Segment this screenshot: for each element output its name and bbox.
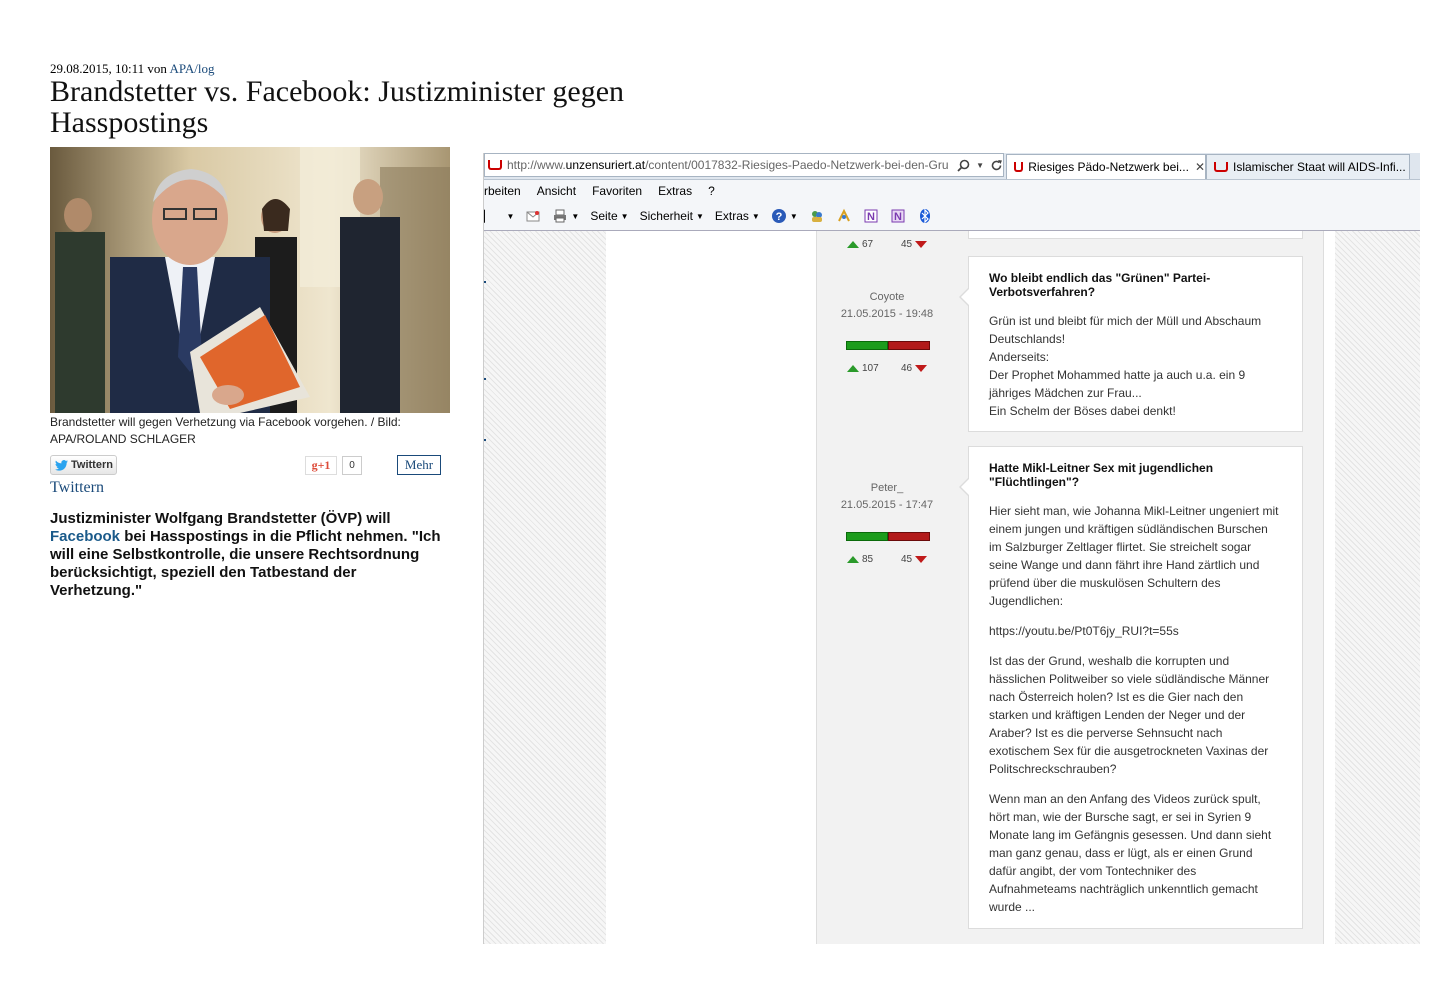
comment-1-downvotes[interactable] xyxy=(901,363,927,374)
tab-favicon-icon xyxy=(1214,162,1228,172)
tab-label: Riesiges Pädo-Netzwerk bei... xyxy=(1028,160,1189,174)
thumb-up-icon xyxy=(847,241,859,248)
research-icon[interactable] xyxy=(836,208,852,224)
thumb-down-icon xyxy=(915,241,927,248)
comment-paragraph: Hier sieht man, wie Johanna Mikl-Leitner ungeniert mit einem jungen und kräftigen südländischen Burschen im Salzburger Zeltlager flirtet. Sie streichelt sogar seine Wange und dann fährt ihre Hand zärtlich und prüfend über die muskulösen Schultern des Jugendlichen: xyxy=(989,504,1279,608)
comment-0-upvotes[interactable] xyxy=(847,239,873,250)
page-menu[interactable]: Seite ▼ xyxy=(590,209,629,223)
more-share-button[interactable]: Mehr xyxy=(397,455,441,475)
address-actions xyxy=(957,159,1003,172)
address-url xyxy=(507,158,953,172)
article-headline: Brandstetter vs. Facebook: Justizminister gegen Hasspostings xyxy=(50,75,625,139)
comment-1-rating-bar xyxy=(846,341,930,350)
comment-date: 21.05.2015 - 19:48 xyxy=(840,308,934,320)
tab-label: Islamischer Staat will AIDS-Infi... xyxy=(1233,160,1406,174)
browser-tab-bar xyxy=(484,153,1420,180)
tools-menu[interactable]: Extras ▼ xyxy=(714,209,760,223)
search-icon[interactable] xyxy=(957,159,970,172)
menu-item-favoriten[interactable]: Favoriten xyxy=(592,184,643,198)
menu-item-extras[interactable]: Extras xyxy=(658,184,693,198)
tab-favicon-icon xyxy=(1014,162,1023,172)
tools-menu-label: Extras xyxy=(714,209,749,223)
share-bar xyxy=(50,455,450,477)
author-link[interactable]: APA/log xyxy=(169,61,215,76)
rating-negative xyxy=(888,341,930,350)
comment-paragraph: Ist das der Grund, weshalb die korrupten und hässlichen Politweiber so viele südländische Männer nach Österreich holen? Ist es die Gier nach den starken und kräftigen Lenden der Neger und der Araber? Ist es die perverse Sehnsucht nach exotischem Sex für die ausgetrockneten Vaxinas der Politschreckschrauben? xyxy=(989,654,1270,776)
url-domain: unzensuriert.at xyxy=(565,158,646,172)
comment-2-userinfo xyxy=(837,480,937,514)
upvote-count: 67 xyxy=(862,239,874,250)
comment-username[interactable]: Coyote xyxy=(869,291,905,303)
thumb-down-icon xyxy=(915,556,927,563)
downvote-count: 45 xyxy=(901,239,913,250)
facebook-link[interactable]: Facebook xyxy=(50,528,121,545)
tab-riesiges[interactable] xyxy=(1006,154,1206,179)
twitter-share-button[interactable] xyxy=(50,455,117,475)
comment-body-line: Anderseits: xyxy=(989,350,1050,364)
rating-positive xyxy=(846,341,888,350)
page-viewport xyxy=(484,231,1420,944)
url-prefix: http://www. xyxy=(506,158,566,172)
refresh-icon[interactable] xyxy=(990,159,1003,172)
menu-item-ansicht[interactable]: Ansicht xyxy=(536,184,577,198)
tab-islamischer-staat[interactable] xyxy=(1206,154,1410,179)
page-background-right xyxy=(1335,231,1420,944)
article-lead xyxy=(50,510,445,600)
twitter-share-label: Twittern xyxy=(71,459,113,471)
onenote-icon[interactable] xyxy=(863,208,879,224)
address-bar[interactable] xyxy=(484,153,1004,177)
bluetooth-icon[interactable] xyxy=(917,208,933,224)
article-date: 29.08.2015, 10:11 xyxy=(50,61,145,76)
svg-text:?: ? xyxy=(775,211,783,223)
thumb-up-icon xyxy=(847,556,859,563)
comment-0-downvotes[interactable] xyxy=(901,239,927,250)
close-icon[interactable]: ✕ xyxy=(1194,160,1205,174)
upvote-count: 107 xyxy=(862,363,879,374)
svg-text:N: N xyxy=(866,211,875,223)
comment-body-line: Der Prophet Mohammed hatte ja auch u.a. ein 9 jähriges Mädchen zur Frau... xyxy=(989,368,1246,400)
onenote-linked-icon[interactable] xyxy=(890,208,906,224)
comment-2-rating-bar xyxy=(846,532,930,541)
comment-date: 21.05.2015 - 17:47 xyxy=(840,499,934,511)
thumb-down-icon xyxy=(915,365,927,372)
browser-screenshot xyxy=(483,153,1420,944)
comment-paragraph: Wenn man an den Anfang des Videos zurück spult, hört man, wie der Bursche sagt, er sei in Syrien 9 Monate lang im Gefängnis gesessen. Und dann sieht man ganz genau, dass er lügt, als er einen Grund dafür angibt, der vom Tontechniker des Aufnahmeteams nachträglich unkenntlich gemacht wurde ... xyxy=(989,792,1272,914)
security-menu[interactable]: Sicherheit ▼ xyxy=(639,209,704,223)
security-menu-label: Sicherheit xyxy=(639,209,693,223)
comment-title: Wo bleibt endlich das "Grünen" Partei-Verbotsverfahren? xyxy=(989,271,1211,299)
edge-marker xyxy=(484,281,486,283)
edge-marker xyxy=(484,439,486,441)
chevron-down-icon[interactable]: ▼ xyxy=(976,160,984,170)
photo-caption: Brandstetter will gegen Verhetzung via Facebook vorgehen. / Bild: APA/ROLAND SCHLAGER xyxy=(50,415,401,446)
twitter-bird-icon xyxy=(55,460,68,471)
menu-bar xyxy=(484,180,1420,202)
comment-2-downvotes[interactable] xyxy=(901,554,927,565)
comment-title: Hatte Mikl-Leitner Sex mit jugendlichen "Flüchtlingen"? xyxy=(989,461,1214,489)
twittern-link[interactable]: Twittern xyxy=(50,479,104,496)
page-background-left xyxy=(484,231,606,944)
print-icon[interactable]: ▼ xyxy=(552,208,579,224)
downvote-count: 45 xyxy=(901,554,913,565)
article-photo xyxy=(50,147,450,413)
comment-link[interactable]: https://youtu.be/Pt0T6jy_RUI?t=55s xyxy=(989,624,1179,638)
dropdown-arrow-icon[interactable]: ▏ xyxy=(484,210,493,223)
google-plus-button[interactable]: g+1 xyxy=(305,456,337,475)
article-by: von xyxy=(147,61,167,76)
command-bar xyxy=(484,202,1420,231)
google-plus-count: 0 xyxy=(342,456,362,475)
comment-1-bubble xyxy=(968,256,1303,432)
lead-text-start: Justizminister Wolfgang Brandstetter (ÖVP) will xyxy=(50,510,391,527)
comment-1-upvotes[interactable] xyxy=(847,363,879,374)
rating-positive xyxy=(846,532,888,541)
help-icon[interactable]: ? ▼ xyxy=(771,208,798,224)
feeds-dropdown[interactable]: ▼ xyxy=(506,211,515,221)
previous-comment-bubble xyxy=(968,231,1303,239)
comment-body-line: Ein Schelm der Böses dabei denkt! xyxy=(989,404,1176,418)
upvote-count: 85 xyxy=(862,554,874,565)
mail-icon[interactable] xyxy=(525,208,541,224)
comment-body-line: Grün ist und bleibt für mich der Müll und Abschaum Deutschlands! xyxy=(989,314,1262,346)
url-path: /content/0017832-Riesiges-Paedo-Netzwerk-bei-den-Gru xyxy=(645,158,949,172)
edge-marker xyxy=(484,378,486,380)
page-menu-label: Seite xyxy=(590,209,618,223)
photo-illustration xyxy=(50,147,450,413)
menu-item-bearbeiten[interactable]: rbeiten xyxy=(484,184,521,198)
svg-text:N: N xyxy=(893,211,902,223)
thumb-up-icon xyxy=(847,365,859,372)
rating-negative xyxy=(888,532,930,541)
comment-2-upvotes[interactable] xyxy=(847,554,873,565)
messenger-icon[interactable] xyxy=(809,208,825,224)
site-favicon-icon xyxy=(488,160,502,170)
lead-text-end: bei Hasspostings in die Pflicht nehmen. "Ich will eine Selbstkontrolle, die unsere Rechtsordnung berücksichtigt, speziell den Tatbestand der Verhetzung." xyxy=(50,528,441,599)
comment-1-userinfo xyxy=(837,289,937,323)
menu-item-help[interactable]: ? xyxy=(708,184,715,198)
comment-username[interactable]: Peter_ xyxy=(870,482,904,494)
downvote-count: 46 xyxy=(901,363,913,374)
comment-2-bubble xyxy=(968,446,1303,929)
